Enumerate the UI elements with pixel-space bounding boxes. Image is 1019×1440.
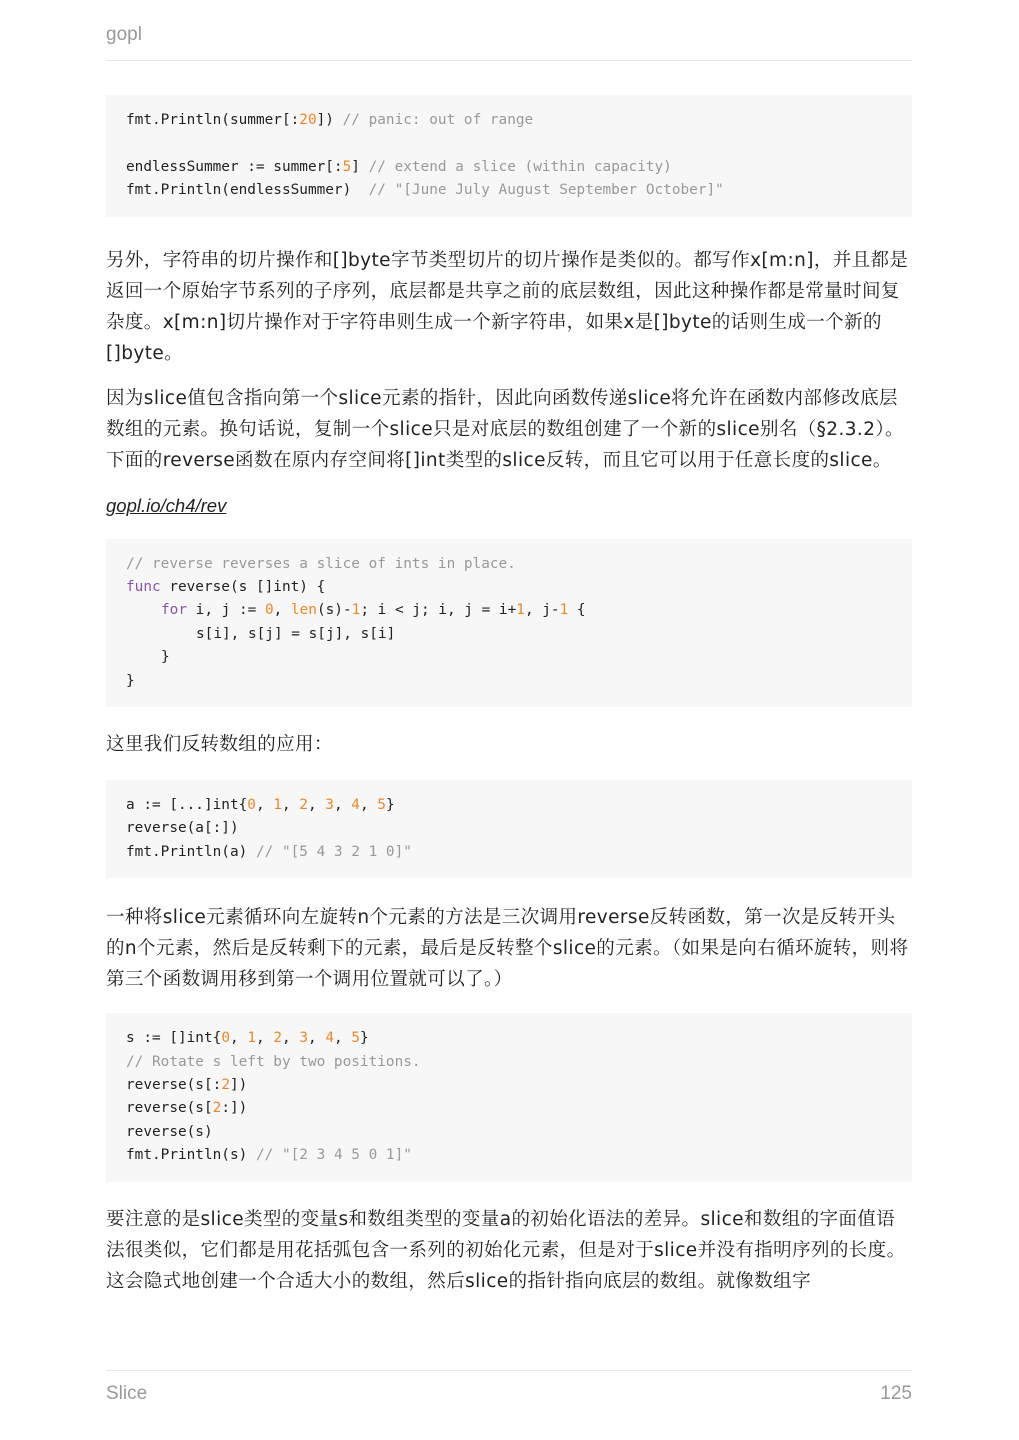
code-block-rotate xyxy=(106,1013,912,1181)
code-line: reverse(a[:]) xyxy=(126,820,239,837)
code-line: func reverse(s []int) { xyxy=(126,579,326,596)
code-line-blank xyxy=(126,132,892,155)
code-line: // reverse reverses a slice of ints in place. xyxy=(126,555,516,572)
page-header xyxy=(106,24,912,61)
code-line: reverse(s[2:]) xyxy=(126,1100,248,1117)
code-line: fmt.Println(summer[:20]) // panic: out of range xyxy=(126,112,534,128)
code-line: for i, j := 0, len(s)-1; i < j; i, j = i+1, j-1 { xyxy=(161,602,586,619)
code-line: // Rotate s left by two positions. xyxy=(126,1053,421,1070)
page-footer xyxy=(106,1370,912,1410)
source-link[interactable]: gopl.io/ch4/rev xyxy=(106,494,227,516)
code-block-array-reverse xyxy=(106,780,912,878)
book-title: gopl xyxy=(106,24,142,45)
page-content xyxy=(106,95,912,1297)
paragraph-string-slicing: 另外，字符串的切片操作和[]byte字节类型切片的切片操作是类似的。都写作x[m:n]，并且都是返回一个原始字节系列的子序列，底层都是共享之前的底层数组，因此这种操作都是常量时间复杂度。x[m:n]切片操作对于字符串则生成一个新字符串，如果x是[]byte的话则生成一个新的[]byte。 xyxy=(106,249,909,364)
code-line: fmt.Println(endlessSummer) // "[June July August September October]" xyxy=(126,182,724,199)
paragraph-apply-reverse: 这里我们反转数组的应用： xyxy=(106,734,333,756)
paragraph-slice-pointer: 因为slice值包含指向第一个slice元素的指针，因此向函数传递slice将允许在函数内部修改底层数组的元素。换句话说，复制一个slice只是对底层的数组创建了一个新的slice别名（§2.3.2）。下面的reverse函数在原内存空间将[]int类型的slice反转，而且它可以用于任意长度的slice。 xyxy=(106,387,904,471)
code-line: reverse(s[:2]) xyxy=(126,1077,248,1094)
code-line: fmt.Println(s) // "[2 3 4 5 0 1]" xyxy=(126,1147,412,1164)
code-block-summer xyxy=(106,95,912,217)
source-link-row xyxy=(106,491,912,521)
page-number: 125 xyxy=(880,1383,912,1404)
code-line: a := [...]int{0, 1, 2, 3, 4, 5} xyxy=(126,797,395,814)
paragraph-init-syntax: 要注意的是slice类型的变量s和数组类型的变量a的初始化语法的差异。slice和数组的字面值语法很类似，它们都是用花括弧包含一系列的初始化元素，但是对于slice并没有指明序列的长度。这会隐式地创建一个合适大小的数组，然后slice的指针指向底层的数组。就像数组字 xyxy=(106,1208,906,1292)
code-line: fmt.Println(a) // "[5 4 3 2 1 0]" xyxy=(126,843,412,860)
section-name: Slice xyxy=(106,1383,148,1404)
code-line: s[i], s[j] = s[j], s[i] xyxy=(196,625,396,642)
code-block-reverse xyxy=(106,539,912,707)
code-line: reverse(s) xyxy=(126,1123,213,1140)
code-line: } xyxy=(161,649,170,666)
code-line: } xyxy=(126,672,135,689)
code-line: endlessSummer := summer[:5] // extend a slice (within capacity) xyxy=(126,158,672,175)
code-line: s := []int{0, 1, 2, 3, 4, 5} xyxy=(126,1030,369,1047)
paragraph-rotate: 一种将slice元素循环向左旋转n个元素的方法是三次调用reverse反转函数，第一次是反转开头的n个元素，然后是反转剩下的元素，最后是反转整个slice的元素。（如果是向右循环旋转，则将第三个函数调用移到第一个调用位置就可以了。） xyxy=(106,907,909,991)
